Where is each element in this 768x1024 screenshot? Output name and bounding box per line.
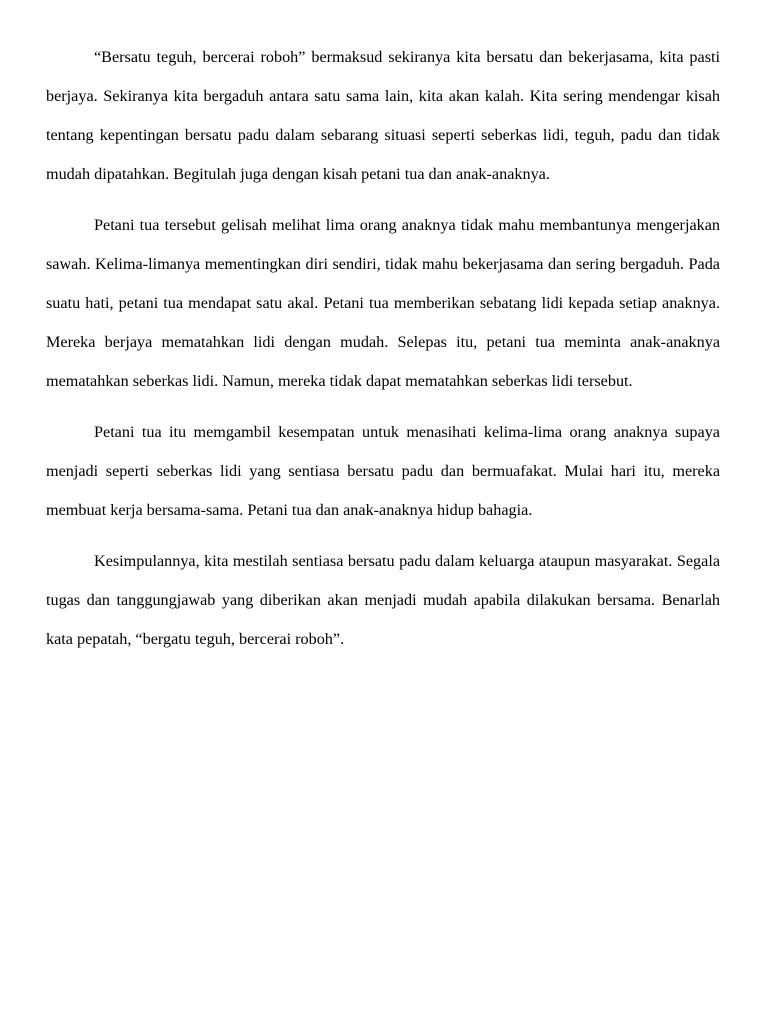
paragraph-2: Petani tua tersebut gelisah melihat lima orang anaknya tidak mahu membantunya mengerjakan sawah. Kelima-limanya mementingkan diri sendiri, tidak mahu bekerjasama dan sering bergaduh. Pada suatu hati, petani tua mendapat satu akal. Petani tua memberikan sebatang lidi kepada setiap anaknya. Mereka berjaya mematahkan lidi dengan mudah. Selepas itu, petani tua meminta anak-anaknya mematahkan seberkas lidi. Namun, mereka tidak dapat mematahkan seberkas lidi tersebut. (46, 216, 720, 390)
paragraph-4: Kesimpulannya, kita mestilah sentiasa bersatu padu dalam keluarga ataupun masyarakat. Segala tugas dan tanggungjawab yang diberikan akan menjadi mudah apabila dilakukan bersama. Benarlah kata pepatah, “bergatu teguh, bercerai roboh”. (46, 552, 720, 648)
paragraph-3: Petani tua itu memgambil kesempatan untuk menasihati kelima-lima orang anaknya supaya menjadi seperti seberkas lidi yang sentiasa bersatu padu dan bermuafakat. Mulai hari itu, mereka membuat kerja bersama-sama. Petani tua dan anak-anaknya hidup bahagia. (46, 423, 720, 519)
paragraph-1: “Bersatu teguh, bercerai roboh” bermaksud sekiranya kita bersatu dan bekerjasama, kita pasti berjaya. Sekiranya kita bergaduh antara satu sama lain, kita akan kalah. Kita sering mendengar kisah tentang kepentingan bersatu padu dalam sebarang situasi seperti seberkas lidi, teguh, padu dan tidak mudah dipatahkan. Begitulah juga dengan kisah petani tua dan anak-anaknya. (46, 48, 720, 183)
document-body (46, 38, 720, 671)
